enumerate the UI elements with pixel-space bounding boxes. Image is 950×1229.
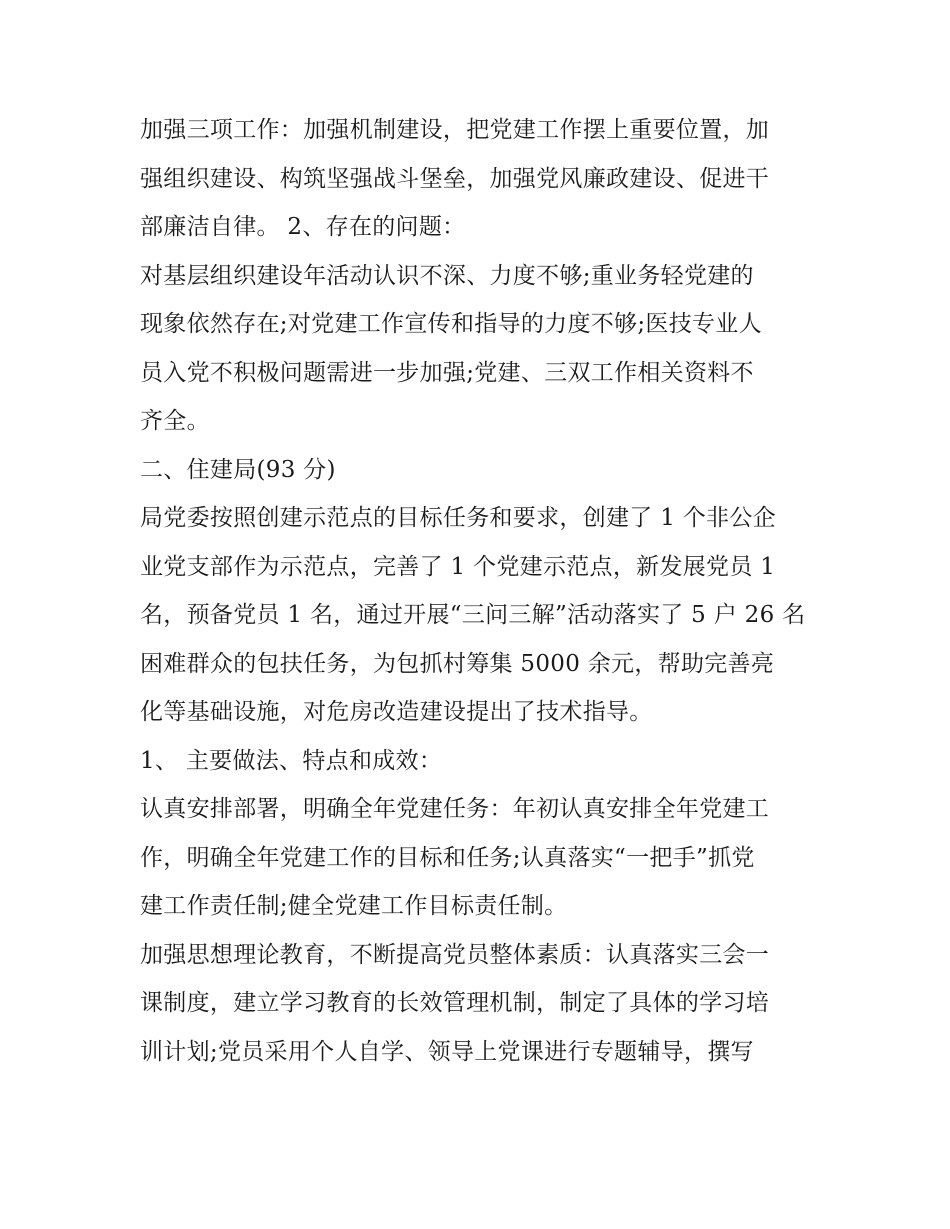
text-line: 作，明确全年党建工作的目标和任务;认真落实“一把手”抓党 [140,844,755,871]
paragraph [140,785,820,931]
document-body [140,106,820,1076]
paragraph [140,931,820,1077]
text-line: 二、住建局(93 分) [140,456,336,483]
text-line: 加强三项工作：加强机制建设，把党建工作摆上重要位置，加 [140,117,770,143]
text-line: 强组织建设、构筑坚强战斗堡垒，加强党风廉政建设、促进干 [140,165,770,192]
text-line: 困难群众的包扶任务，为包抓村筹集 5000 余元，帮助完善亮 [140,650,775,677]
text-line: 员入党不积极问题需进一步加强;党建、三双工作相关资料不 [140,359,754,386]
text-line: 齐全。 [140,408,210,434]
paragraph [140,252,820,446]
text-line: 业党支部作为示范点，完善了 1 个党建示范点，新发展党员 1 [140,553,776,580]
paragraph [140,106,820,252]
text-line: 部廉洁自律。 2、存在的问题： [140,214,466,240]
text-line: 名，预备党员 1 名，通过开展“三问三解”活动落实了 5 户 26 名 [140,602,806,628]
text-line: 局党委按照创建示范点的目标任务和要求，创建了 1 个非公企 [140,505,776,531]
text-line: 训计划;党员采用个人自学、领导上党课进行专题辅导，撰写 [140,1038,754,1065]
text-line: 1、 主要做法、特点和成效： [140,747,443,774]
paragraph [140,494,820,737]
text-line: 加强思想理论教育，不断提高党员整体素质：认真落实三会一 [140,941,770,968]
paragraph [140,737,820,786]
text-line: 建工作责任制;健全党建工作目标责任制。 [140,893,568,919]
text-line: 认真安排部署，明确全年党建任务：年初认真安排全年党建工 [140,796,770,822]
text-line: 课制度，建立学习教育的长效管理机制，制定了具体的学习培 [140,990,770,1016]
paragraph [140,446,820,495]
text-line: 对基层组织建设年活动认识不深、力度不够;重业务轻党建的 [140,262,754,289]
text-line: 化等基础设施，对危房改造建设提出了技术指导。 [140,699,653,725]
text-line: 现象依然存在;对党建工作宣传和指导的力度不够;医技专业人 [140,311,762,337]
